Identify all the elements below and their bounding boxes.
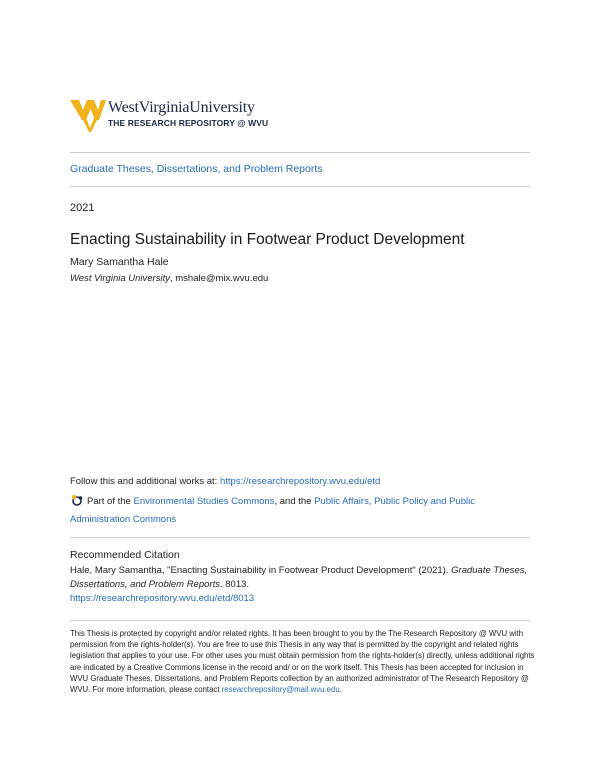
contact-email-link[interactable]: researchrepository@mail.wvu.edu	[221, 685, 340, 695]
part-of-middle: , and the	[274, 496, 315, 507]
publication-year: 2021	[70, 202, 95, 214]
citation-number: . 8013.	[219, 579, 250, 590]
author-name: Mary Samantha Hale	[70, 256, 169, 268]
rights-notice	[70, 628, 540, 695]
notice-text: This Thesis is protected by copyright and/or related rights. It has been brought to you by the The Research Repository @ WVU with permission from the rights-holder(s). You are free to use this Thesis in any way that is permitted by the copyright and related rights legislation that applies to your use. For other uses you must obtain permission from the rights-holder(s) directly, unless additional rights are indicated by a Creative Commons license in the record and/ or on the work itself. This Thesis has been accepted for inclusion in WVU Graduate Theses, Dissertations, and Problem Reports collection by an authorized administrator of The Research Repository @ WVU. For more information, please contact	[70, 629, 535, 695]
collection-link[interactable]: Graduate Theses, Dissertations, and Problem Reports	[70, 163, 323, 175]
divider	[70, 537, 530, 538]
logo-university-name: WestVirginiaUniversity	[108, 99, 255, 116]
environmental-studies-commons-link[interactable]: Environmental Studies Commons	[133, 496, 275, 507]
part-of-line	[70, 493, 520, 529]
follow-line	[70, 476, 380, 487]
citation-start: Hale, Mary Samantha, "Enacting Sustainability in Footwear Product Development" (2021).	[70, 565, 452, 576]
wvu-flying-wv-icon	[70, 98, 106, 132]
divider	[70, 186, 530, 187]
affiliation-name: West Virginia University	[70, 273, 170, 284]
divider	[70, 620, 530, 621]
follow-text: Follow this and additional works at:	[70, 476, 220, 487]
author-affiliation	[70, 273, 268, 284]
part-of-prefix: Part of the	[87, 496, 134, 507]
wvu-logo[interactable]	[70, 98, 310, 138]
citation-series: Graduate Theses, Dissertations, and Problem Reports	[70, 565, 528, 590]
recommended-citation-heading: Recommended Citation	[70, 549, 180, 561]
public-affairs-commons-link[interactable]: Public Affairs, Public Policy and Public Administration Commons	[70, 496, 475, 525]
document-title: Enacting Sustainability in Footwear Product Development	[70, 231, 465, 248]
repository-link[interactable]: https://researchrepository.wvu.edu/etd	[219, 476, 381, 487]
citation-text	[70, 564, 530, 606]
commons-network-icon	[70, 494, 84, 506]
author-email: , mshale@mix.wvu.edu	[169, 273, 269, 284]
divider	[70, 152, 530, 153]
citation-url-link[interactable]: https://researchrepository.wvu.edu/etd/8013	[70, 593, 255, 604]
logo-repository-name: THE RESEARCH REPOSITORY @ WVU	[108, 118, 269, 128]
notice-end: .	[339, 685, 342, 695]
